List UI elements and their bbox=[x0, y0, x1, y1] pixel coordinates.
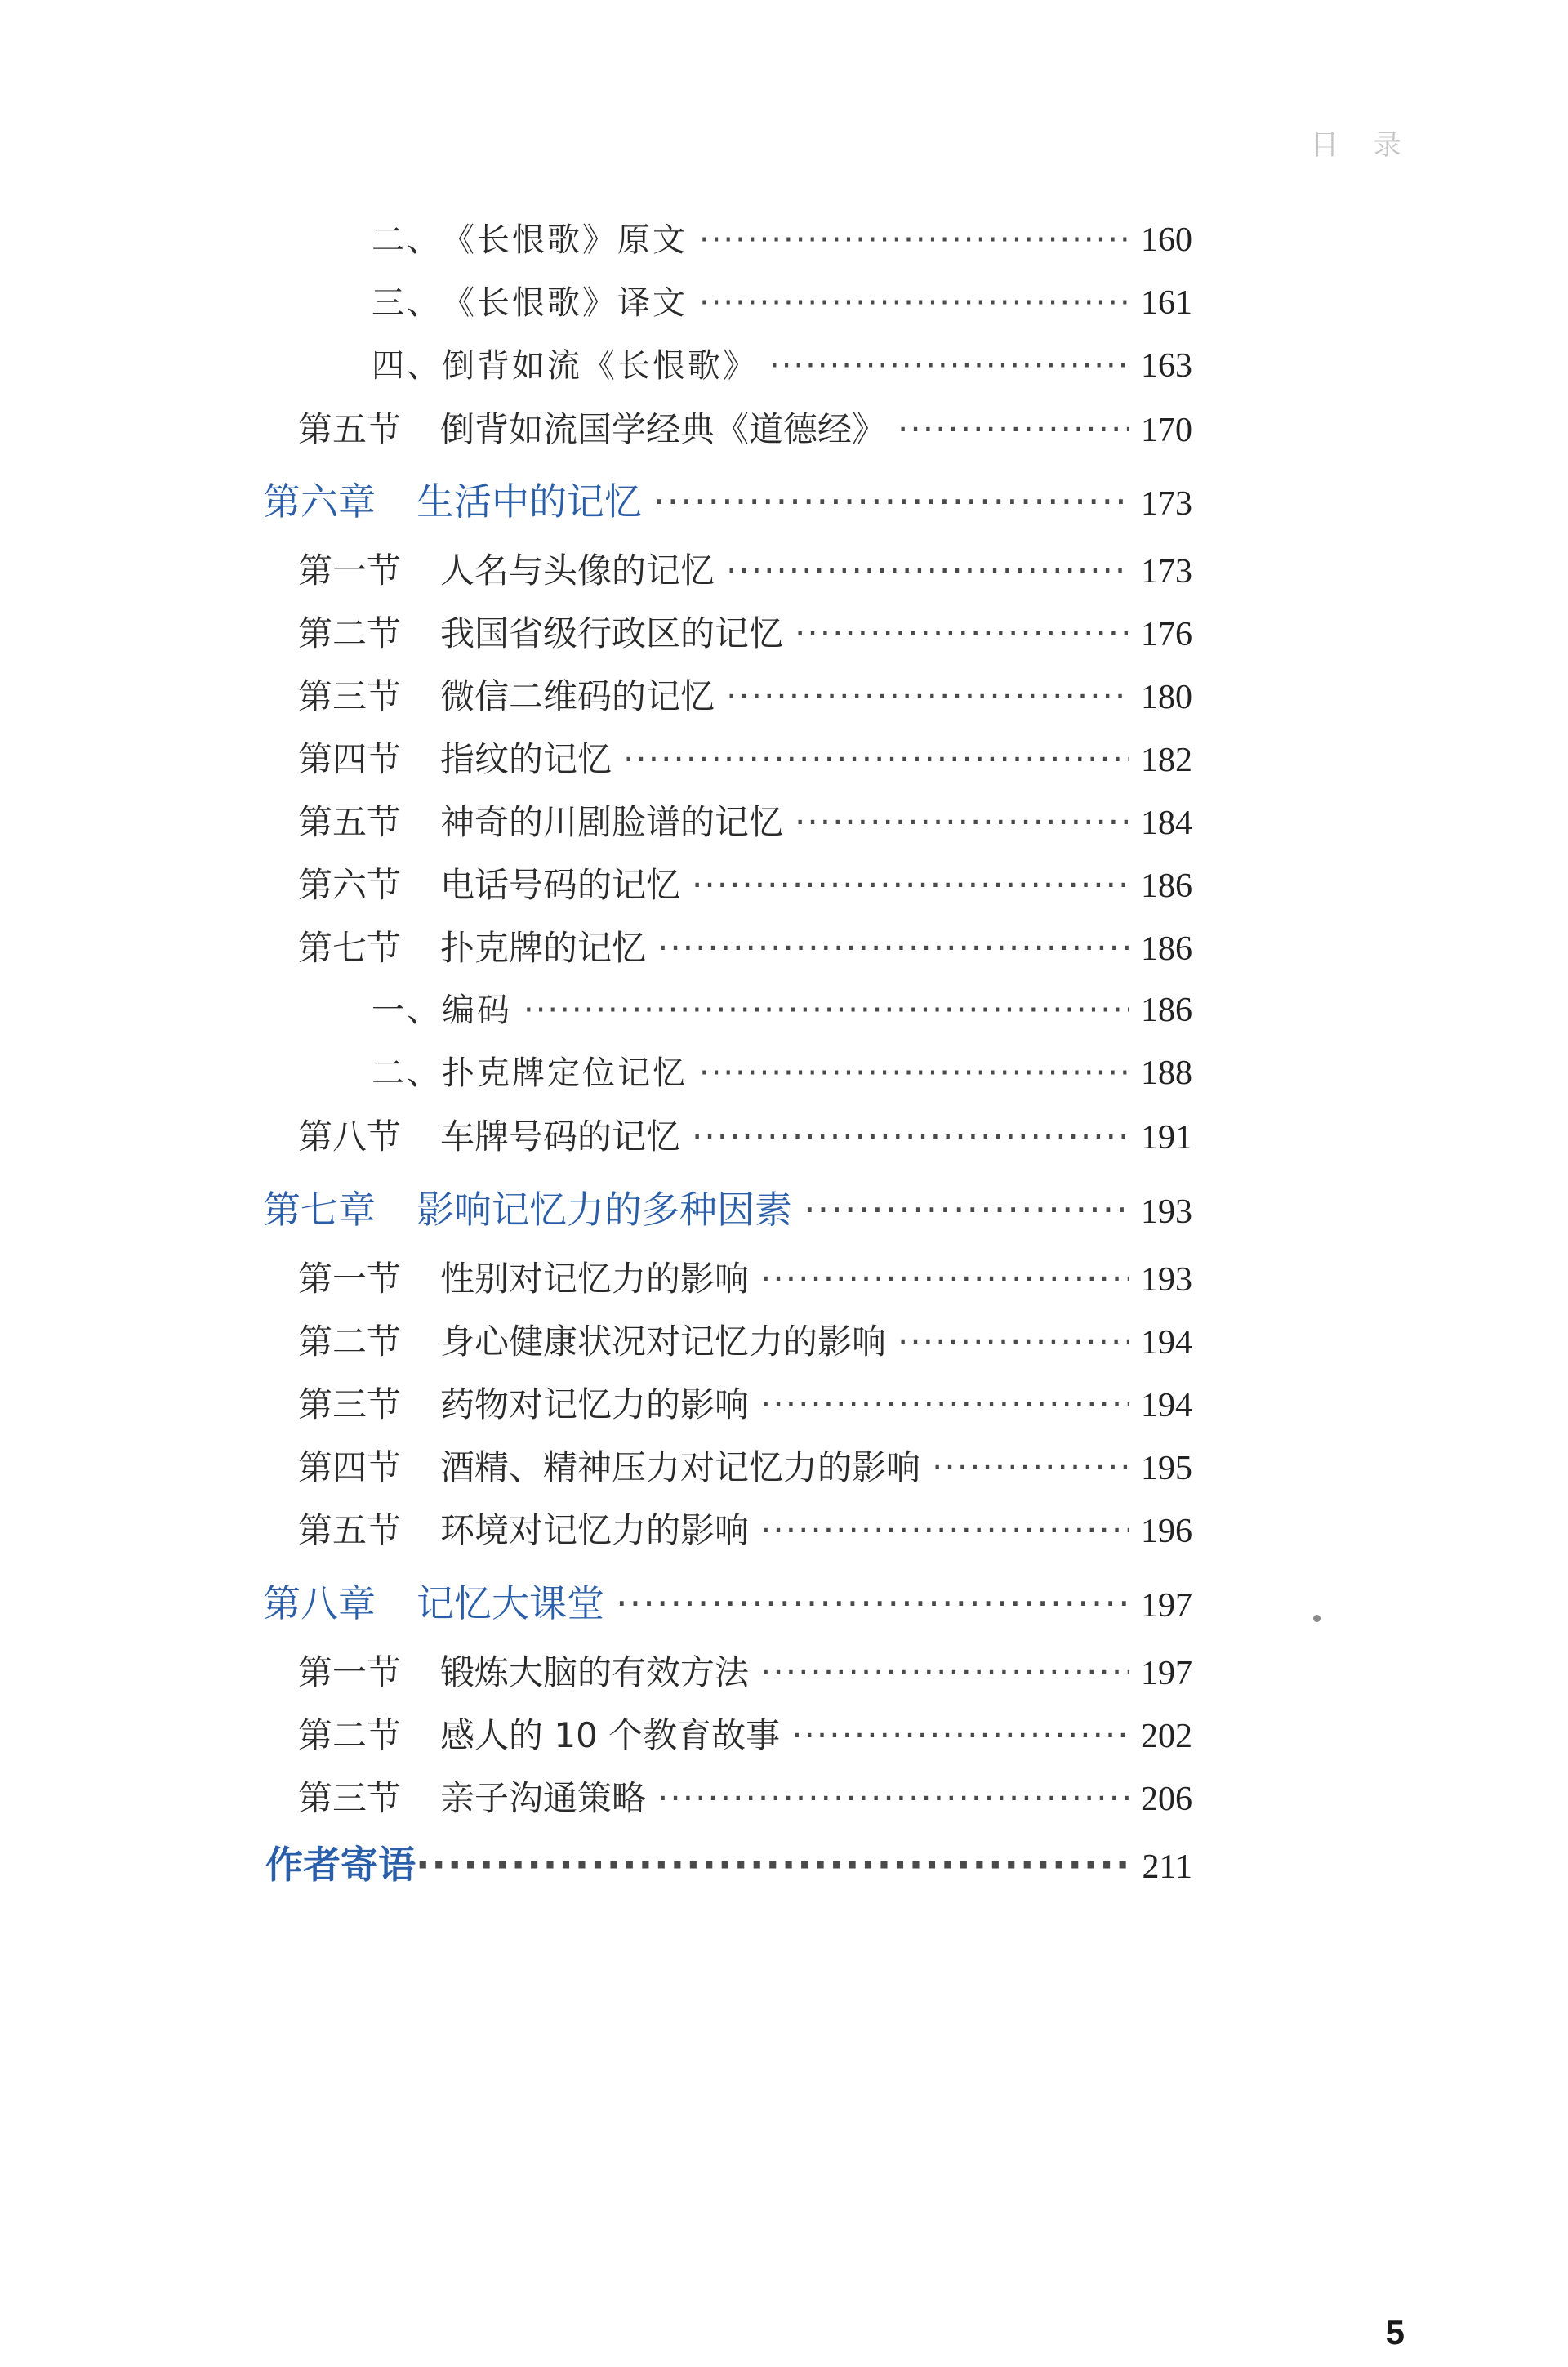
toc-entry-sub bbox=[372, 1047, 1192, 1094]
toc-entry-sub bbox=[372, 277, 1192, 323]
toc-entry-section bbox=[298, 796, 1192, 845]
toc-entry-section bbox=[298, 921, 1192, 970]
dot-leader bbox=[657, 928, 1129, 968]
toc-entry-section bbox=[298, 403, 1192, 452]
toc-entry-number: 二、 bbox=[372, 1054, 442, 1092]
toc-entry-number: 第七节 bbox=[298, 928, 402, 968]
toc-entry-number: 第二节 bbox=[298, 1715, 402, 1755]
toc-entry-page: 193 bbox=[1141, 1193, 1192, 1231]
toc-entry-section bbox=[298, 858, 1192, 907]
toc-entry-title: 记忆大课堂 bbox=[416, 1581, 604, 1625]
toc-entry-label bbox=[298, 544, 715, 593]
toc-entry-page: 186 bbox=[1141, 992, 1192, 1029]
toc-entry-label bbox=[298, 858, 680, 907]
toc-entry-number: 第一节 bbox=[298, 1259, 402, 1299]
toc-entry-label bbox=[298, 796, 783, 845]
toc-entry-number: 第四节 bbox=[298, 1447, 402, 1487]
toc-entry-section bbox=[298, 1252, 1192, 1301]
toc-entry-number: 四、 bbox=[372, 347, 442, 385]
dot-leader bbox=[760, 1652, 1129, 1692]
running-header: 目 录 bbox=[1311, 129, 1414, 162]
scan-speck bbox=[1313, 1615, 1321, 1622]
dot-leader bbox=[699, 1054, 1129, 1092]
toc-entry-title: 感人的 10 个教育故事 bbox=[440, 1715, 781, 1755]
dot-leader bbox=[795, 613, 1129, 653]
toc-entry-page: 206 bbox=[1141, 1781, 1192, 1818]
toc-entry-title: 《长恨歌》译文 bbox=[442, 284, 688, 322]
toc-entry-number: 第八节 bbox=[298, 1117, 402, 1157]
toc-entry-chapter bbox=[263, 472, 1192, 526]
toc-entry-title: 车牌号码的记忆 bbox=[440, 1117, 681, 1157]
toc-entry-title: 《长恨歌》原文 bbox=[442, 221, 688, 259]
toc-entry-section bbox=[298, 1378, 1192, 1427]
toc-entry-label bbox=[263, 472, 642, 526]
dot-leader bbox=[699, 284, 1129, 322]
toc-entry-title: 性别对记忆力的影响 bbox=[440, 1259, 750, 1299]
toc-entry-number: 第三节 bbox=[298, 1778, 402, 1818]
toc-entry-page: 176 bbox=[1141, 616, 1192, 653]
toc-entry-page: 194 bbox=[1141, 1387, 1192, 1424]
toc-entry-title: 亲子沟通策略 bbox=[440, 1778, 647, 1818]
toc-entry-number: 第四节 bbox=[298, 739, 402, 779]
toc-entry-number: 一、 bbox=[372, 992, 442, 1029]
toc-entry-chapter bbox=[263, 1574, 1192, 1628]
toc-entry-label bbox=[298, 1252, 749, 1301]
toc-entry-title: 药物对记忆力的影响 bbox=[440, 1384, 750, 1424]
toc-entry-page: 170 bbox=[1141, 412, 1192, 449]
toc-entry-section bbox=[298, 1504, 1192, 1553]
toc-entry-title: 锻炼大脑的有效方法 bbox=[440, 1652, 750, 1692]
toc-entry-section bbox=[298, 1709, 1192, 1758]
toc-entry-section bbox=[298, 670, 1192, 719]
dot-leader bbox=[692, 1117, 1129, 1157]
dot-leader bbox=[653, 479, 1129, 524]
toc-entry-label bbox=[298, 1315, 886, 1364]
toc-entry-title: 指纹的记忆 bbox=[440, 739, 612, 779]
toc-entry-title: 倒背如流国学经典《道德经》 bbox=[440, 409, 887, 449]
toc-entry-title: 身心健康状况对记忆力的影响 bbox=[440, 1322, 887, 1362]
toc-entry-number: 第五节 bbox=[298, 409, 402, 449]
toc-entry-title: 倒背如流《长恨歌》 bbox=[442, 347, 758, 385]
toc-entry-label bbox=[298, 1504, 749, 1553]
toc-entry-sub bbox=[372, 340, 1192, 386]
toc-entry-title: 环境对记忆力的影响 bbox=[440, 1510, 750, 1550]
toc-entry-label bbox=[265, 1835, 416, 1889]
toc-entry-page: 163 bbox=[1141, 347, 1192, 385]
toc-entry-title: 人名与头像的记忆 bbox=[440, 551, 715, 591]
dot-leader bbox=[623, 739, 1129, 779]
toc-entry-page: 193 bbox=[1141, 1261, 1192, 1299]
toc-entry-title: 影响记忆力的多种因素 bbox=[416, 1188, 792, 1232]
toc-entry-label bbox=[372, 340, 758, 386]
toc-entry-title: 电话号码的记忆 bbox=[440, 865, 681, 905]
toc-entry-title: 扑克牌的记忆 bbox=[440, 928, 647, 968]
dot-leader bbox=[804, 1188, 1129, 1232]
toc-entry-label bbox=[298, 1772, 646, 1821]
toc-entry-section bbox=[298, 1315, 1192, 1364]
toc-entry-label bbox=[298, 921, 646, 970]
toc-entry-label bbox=[298, 733, 612, 782]
dot-leader bbox=[795, 802, 1129, 842]
dot-leader bbox=[523, 992, 1129, 1029]
toc-entry-title: 生活中的记忆 bbox=[416, 479, 642, 524]
toc-entry-title: 酒精、精神压力对记忆力的影响 bbox=[440, 1447, 921, 1487]
dot-leader bbox=[726, 551, 1129, 591]
toc-entry-label bbox=[298, 1441, 920, 1490]
toc-entry-chapter bbox=[263, 1180, 1192, 1234]
toc-entry-number: 第八章 bbox=[263, 1581, 376, 1625]
toc-entry-page: 196 bbox=[1141, 1513, 1192, 1550]
toc-entry-page: 173 bbox=[1141, 553, 1192, 591]
toc-entry-label bbox=[298, 1378, 749, 1427]
toc-entry-section bbox=[298, 1110, 1192, 1159]
toc-entry-section bbox=[298, 544, 1192, 593]
dot-leader bbox=[932, 1447, 1129, 1487]
toc-entry-label bbox=[372, 984, 512, 1031]
dot-leader bbox=[760, 1384, 1129, 1424]
toc-entry-title: 神奇的川剧脸谱的记忆 bbox=[440, 802, 784, 842]
toc-entry-title: 微信二维码的记忆 bbox=[440, 676, 715, 716]
toc-entry-number: 第五节 bbox=[298, 802, 402, 842]
dot-leader bbox=[657, 1778, 1129, 1818]
toc-entry-label bbox=[263, 1574, 604, 1628]
toc-entry-page: 211 bbox=[1142, 1848, 1192, 1886]
toc-entry-page: 160 bbox=[1141, 221, 1192, 259]
dot-leader bbox=[769, 347, 1129, 385]
toc-entry-number: 第二节 bbox=[298, 613, 402, 653]
toc-entry-number: 第一节 bbox=[298, 551, 402, 591]
toc-entry-section bbox=[298, 733, 1192, 782]
toc-entry-number: 第三节 bbox=[298, 676, 402, 716]
dot-leader bbox=[791, 1715, 1129, 1755]
toc-entry-number: 第一节 bbox=[298, 1652, 402, 1692]
dot-leader bbox=[692, 865, 1129, 905]
toc-entry-sub bbox=[372, 984, 1192, 1031]
toc-entry-number: 第三节 bbox=[298, 1384, 402, 1424]
toc-entry-page: 186 bbox=[1141, 867, 1192, 905]
dot-leader bbox=[416, 1843, 1131, 1887]
toc-entry-title: 扑克牌定位记忆 bbox=[442, 1054, 688, 1092]
toc-entry-label bbox=[298, 607, 783, 656]
toc-entry-page: 197 bbox=[1141, 1587, 1192, 1625]
toc-entry-afterword bbox=[265, 1835, 1192, 1889]
toc-entry-label bbox=[372, 214, 688, 261]
toc-entry-page: 161 bbox=[1141, 284, 1192, 322]
toc-entry-number: 第二节 bbox=[298, 1322, 402, 1362]
toc-entry-number: 第七章 bbox=[263, 1188, 376, 1232]
toc-entry-sub bbox=[372, 214, 1192, 261]
toc-entry-page: 180 bbox=[1141, 679, 1192, 716]
dot-leader bbox=[616, 1581, 1129, 1625]
dot-leader bbox=[760, 1259, 1129, 1299]
toc-entry-section bbox=[298, 1646, 1192, 1695]
dot-leader bbox=[898, 1322, 1129, 1362]
toc-entry-title: 编码 bbox=[442, 992, 512, 1029]
toc-entry-page: 194 bbox=[1141, 1324, 1192, 1362]
toc-entry-page: 186 bbox=[1141, 930, 1192, 968]
toc-entry-page: 195 bbox=[1141, 1450, 1192, 1487]
toc-entry-section bbox=[298, 1772, 1192, 1821]
toc-entry-page: 173 bbox=[1141, 485, 1192, 523]
toc-entry-section bbox=[298, 1441, 1192, 1490]
toc-entry-label bbox=[372, 1047, 688, 1094]
dot-leader bbox=[760, 1510, 1129, 1550]
toc-entry-number: 三、 bbox=[372, 284, 442, 322]
toc-entry-number: 第六节 bbox=[298, 865, 402, 905]
toc-entry-page: 188 bbox=[1141, 1054, 1192, 1092]
toc-entry-label bbox=[298, 403, 886, 452]
toc-entry-number: 第六章 bbox=[263, 479, 376, 524]
page-number: 5 bbox=[1385, 2313, 1405, 2351]
toc-entry-label bbox=[263, 1180, 792, 1234]
toc-entry-number: 第五节 bbox=[298, 1510, 402, 1550]
toc-entry-label bbox=[298, 1646, 749, 1695]
toc-entry-page: 191 bbox=[1141, 1119, 1192, 1157]
toc-entry-label bbox=[298, 670, 715, 719]
dot-leader bbox=[699, 221, 1129, 259]
toc-entry-label bbox=[298, 1709, 780, 1758]
dot-leader bbox=[898, 409, 1129, 449]
toc-entry-page: 197 bbox=[1141, 1655, 1192, 1692]
toc-entry-section bbox=[298, 607, 1192, 656]
toc-entry-label bbox=[372, 277, 688, 323]
toc-entry-number: 二、 bbox=[372, 221, 442, 259]
toc-entry-page: 202 bbox=[1141, 1718, 1192, 1755]
toc-entry-page: 182 bbox=[1141, 742, 1192, 779]
toc-entry-page: 184 bbox=[1141, 805, 1192, 842]
toc-entry-title: 我国省级行政区的记忆 bbox=[440, 613, 784, 653]
toc-entry-label bbox=[298, 1110, 680, 1159]
dot-leader bbox=[726, 676, 1129, 716]
toc-entry-title: 作者寄语 bbox=[265, 1843, 416, 1887]
